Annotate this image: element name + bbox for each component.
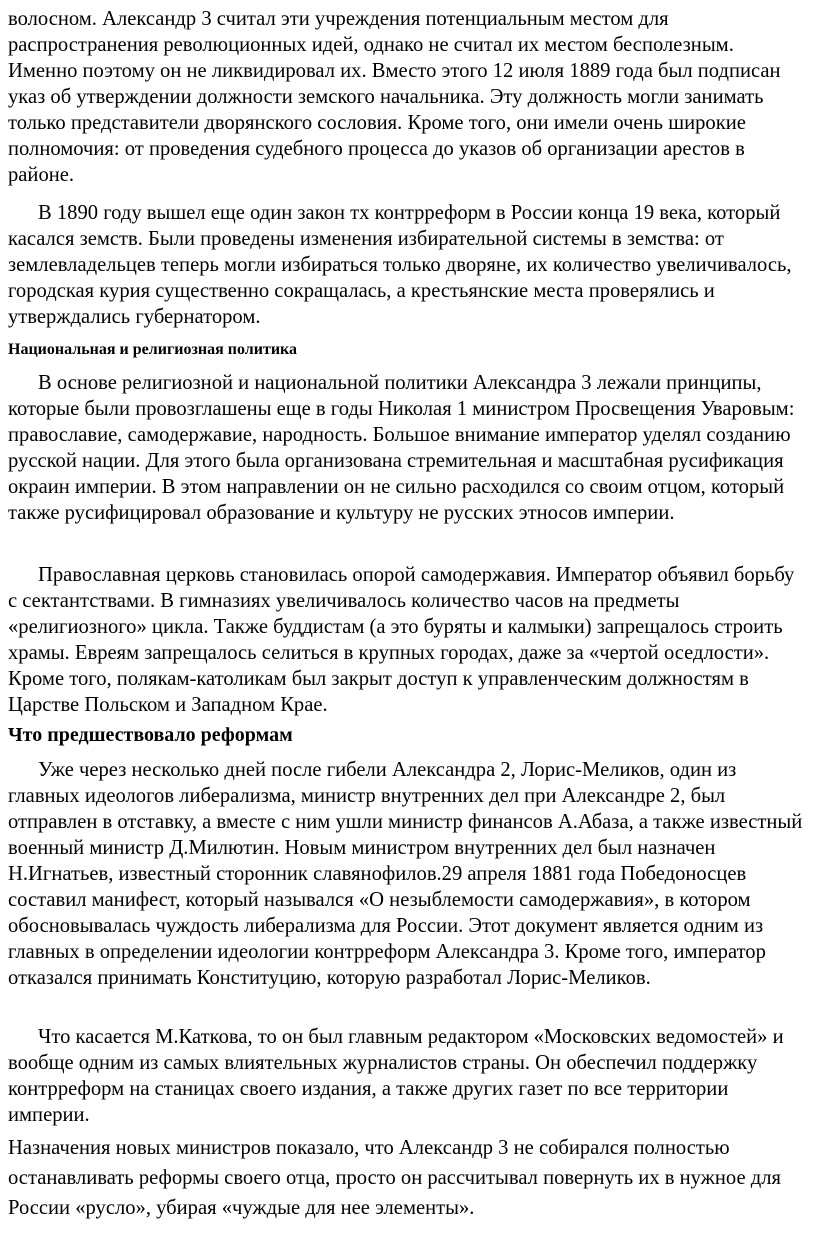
paragraph-zemstvo-law-1890: В 1890 году вышел еще один закон тх контрреформ в России конца 19 века, который касался земств. Были проведены изменения избирательной системы в земства: от землевладельцев теперь могли избираться только дворяне, их количество увеличивалось, городская курия существенно сокращалась, а крестьянские места проверялись и утверждались губернатором. [8,202,792,328]
heading-national-religious-policy: Национальная и религиозная политика [8,341,298,358]
paragraph-new-ministers: Назначения новых министров показало, что Александр 3 не собирался полностью останавливать реформы своего отца, просто он рассчитывал повернуть их в нужное для России «русло», убирая «чуждые для нее элементы». [8,1137,781,1219]
paragraph-orthodox-church: Православная церковь становилась опорой самодержавия. Император объявил борьбу с сектантствами. В гимназиях увеличивалось количество часов на предметы «религиозного» цикла. Также буддистам (а это буряты и калмыки) запрещалось строить храмы. Евреям запрещалось селиться в крупных городах, даже за «чертой оседлости». Кроме того, полякам-католикам был закрыт доступ к управленческим должностям в Царстве Польском и Западном Крае. [8,564,795,716]
paragraph-katkov: Что касается М.Каткова, то он был главным редактором «Московских ведомостей» и вообще одним из самых влиятельных журналистов страны. Он обеспечил поддержку контрреформ на станицах своего издания, а также других газет по все территории империи. [8,1026,784,1126]
paragraph-zemstvo-chiefs: волосном. Александр 3 считал эти учреждения потенциальным местом для распространения революционных идей, однако не считал их местом бесполезным. Именно поэтому он не ликвидировал их. Вместо этого 12 июля 1889 года был подписан указ об утверждении должности земского начальника. Эту должность могли занимать только представители дворянского сословия. Кроме того, они имели очень широкие полномочия: от проведения судебного процесса до указов об организации арестов в районе. [8,8,781,186]
paragraph-loris-melikov-resignation: Уже через несколько дней после гибели Александра 2, Лорис-Меликов, один из главных идеологов либерализма, министр внутренних дел при Александре 2, был отправлен в отставку, а вместе с ним ушли министр финансов А.Абаза, а также известный военный министр Д.Милютин. Новым министром внутренних дел был назначен Н.Игнатьев, известный сторонник славянофилов.29 апреля 1881 года Победоносцев составил манифест, который назывался «О незыблемости самодержавия», в котором обосновывалась чуждость либерализма для России. Этот документ является одним из главных в определении идеологии контрреформ Александра 3. Кроме того, император отказался принимать Конституцию, которую разработал Лорис-Меликов. [8,759,803,989]
paragraph-religious-national-principles: В основе религиозной и национальной политики Александра 3 лежали принципы, которые были провозглашены еще в годы Николая 1 министром Просвещения Уваровым: православие, самодержавие, народность. Большое внимание император уделял созданию русской нации. Для этого была организована стремительная и масштабная русификация окраин империи. В этом направлении он не сильно расходился со своим отцом, который также русифицировал образование и культуру не русских этносов империи. [8,372,795,524]
heading-before-reforms: Что предшествовало реформам [8,724,293,746]
